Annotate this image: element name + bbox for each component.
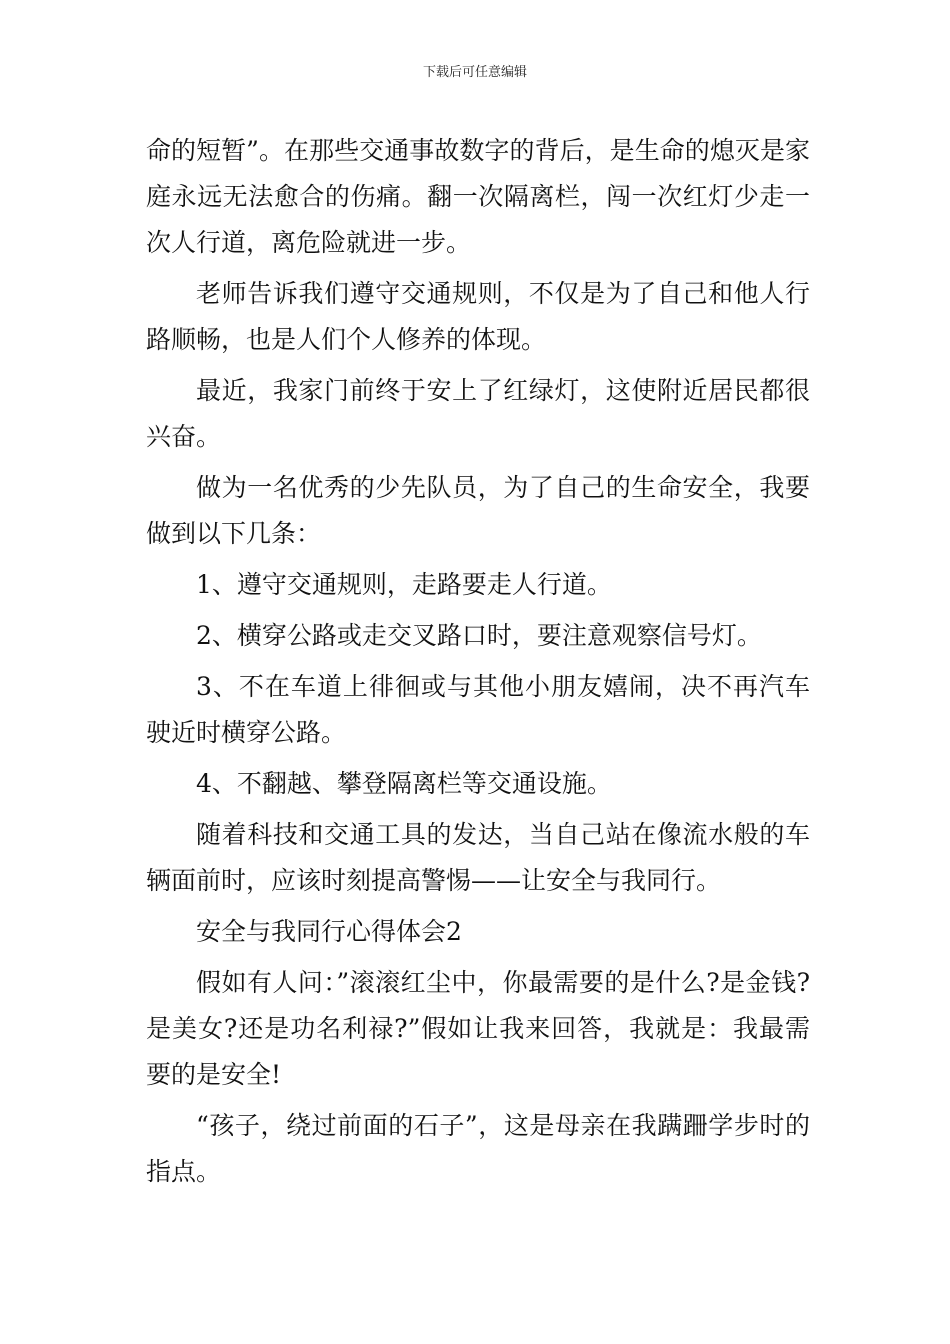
paragraph-2: 老师告诉我们遵守交通规则，不仅是为了自己和他人行路顺畅，也是人们个人修养的体现。 bbox=[146, 279, 810, 354]
paragraph-7: “孩子，绕过前面的石子”，这是母亲在我蹒跚学步时的指点。 bbox=[146, 1111, 810, 1186]
paragraph-6: 假如有人问：”滚滚红尘中，你最需要的是什么?是金钱?是美女?还是功名利禄?”假如让我来回答，我就是：我最需要的是安全! bbox=[146, 968, 810, 1089]
list-item-3: 3、不在车道上徘徊或与其他小朋友嬉闹，决不再汽车驶近时横穿公路。 bbox=[146, 672, 810, 747]
document-body bbox=[146, 128, 810, 1200]
list-item-4: 4、不翻越、攀登隔离栏等交通设施。 bbox=[196, 769, 612, 798]
paragraph-3: 最近，我家门前终于安上了红绿灯，这使附近居民都很兴奋。 bbox=[146, 376, 810, 451]
paragraph-1: 命的短暂”。在那些交通事故数字的背后，是生命的熄灭是家庭永远无法愈合的伤痛。翻一次隔离栏，闯一次红灯少走一次人行道，离危险就进一步。 bbox=[146, 136, 810, 257]
list-item-2: 2、横穿公路或走交叉路口时，要注意观察信号灯。 bbox=[196, 621, 762, 650]
paragraph-5: 随着科技和交通工具的发达，当自己站在像流水般的车辆面前时，应该时刻提高警惕——让安全与我同行。 bbox=[146, 820, 810, 895]
list-item-1: 1、遵守交通规则，走路要走人行道。 bbox=[196, 570, 612, 599]
paragraph-4: 做为一名优秀的少先队员，为了自己的生命安全，我要做到以下几条： bbox=[146, 473, 810, 548]
section-title: 安全与我同行心得体会2 bbox=[196, 917, 462, 946]
page-header-note: 下载后可任意编辑 bbox=[422, 65, 527, 80]
